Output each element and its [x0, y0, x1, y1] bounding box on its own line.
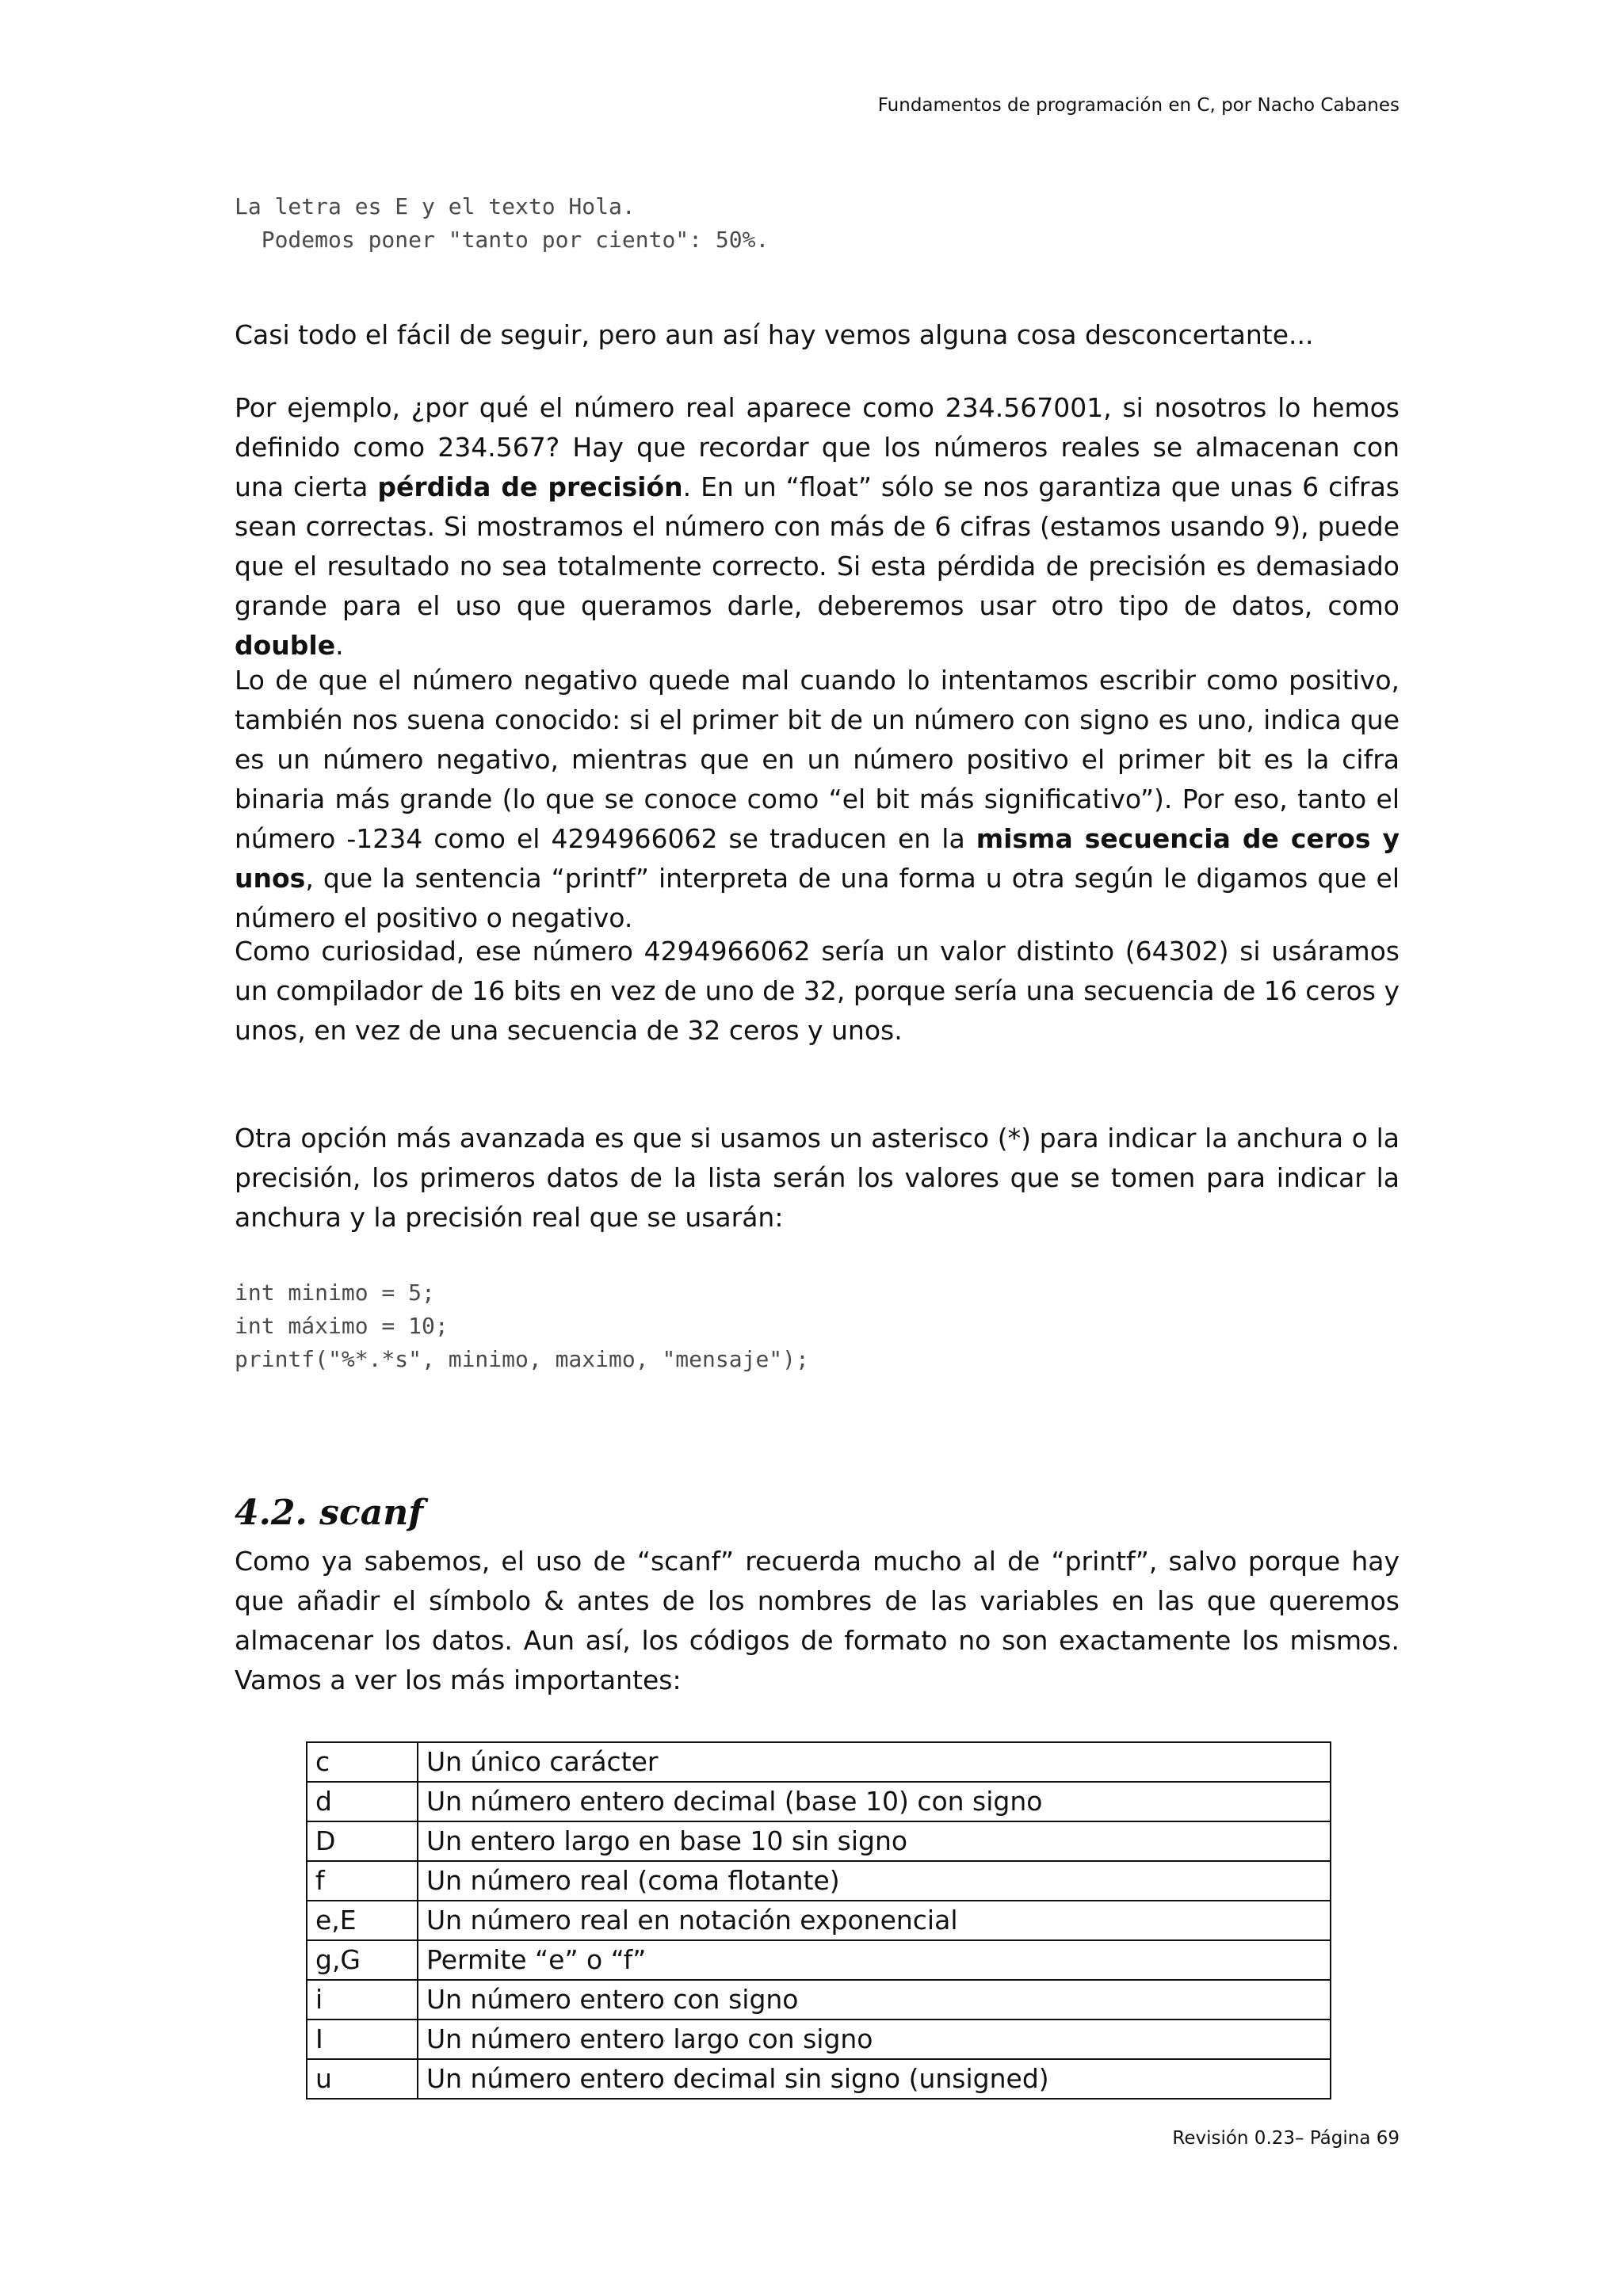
page-footer: Revisión 0.23– Página 69: [1172, 2128, 1400, 2149]
table-row: [307, 1742, 1331, 1782]
text-run: .: [335, 630, 344, 661]
format-code: i: [307, 1980, 418, 2019]
bold-term: misma secuencia de ceros y unos: [235, 823, 1400, 894]
format-description: Un número entero largo con signo: [418, 2019, 1331, 2059]
text-run: . En un “float” sólo se nos garantiza que unas 6 cifras sean correctas. Si mostramos el número con más de 6 cifras (estamos usando 9), puede que el resultado no sea totalmente correcto. Si esta pérdida de precisión es demasiado grande para el uso que queramos darle, deberemos usar otro tipo de datos, como: [235, 471, 1400, 621]
table-row: [307, 1821, 1331, 1861]
paragraph-scanf-intro: Como ya sabemos, el uso de “scanf” recuerda mucho al de “printf”, salvo porque hay que añadir el símbolo & antes de los nombres de las variables en las que queremos almacenar los datos. Aun así, los códigos de formato no son exactamente los mismos. Vamos a ver los más importantes:: [235, 1546, 1400, 1695]
table-row: [307, 1901, 1331, 1940]
text-run: Lo de que el número negativo quede mal cuando lo intentamos escribir como positivo, también nos suena conocido: si el primer bit de un número con signo es uno, indica que es un número negativo, mientras que en un número positivo el primer bit es la cifra binaria más grande (lo que se conoce como “el bit más significativo”). Por eso, tanto el número -1234 como el 4294966062 se traducen en la: [235, 665, 1400, 854]
table-row: [307, 2019, 1331, 2059]
bold-term: pérdida de precisión: [377, 471, 683, 502]
code-line: int máximo = 10;: [235, 1313, 449, 1339]
format-code: c: [307, 1742, 418, 1782]
program-output-block: [235, 190, 769, 257]
table-row: [307, 1861, 1331, 1901]
format-description: Permite “e” o “f”: [418, 1940, 1331, 1980]
paragraph-curiosity: Como curiosidad, ese número 4294966062 sería un valor distinto (64302) si usáramos un compilador de 16 bits en vez de uno de 32, porque sería una secuencia de 16 ceros y unos, en vez de una secuencia de 32 ceros y unos.: [235, 936, 1400, 1046]
paragraph-intro: Casi todo el fácil de seguir, pero aun así hay vemos alguna cosa desconcertante...: [235, 319, 1314, 350]
format-description: Un único carácter: [418, 1742, 1331, 1782]
format-code: f: [307, 1861, 418, 1901]
format-description: Un entero largo en base 10 sin signo: [418, 1821, 1331, 1861]
format-description: Un número real en notación exponencial: [418, 1901, 1331, 1940]
output-line: La letra es E y el texto Hola.: [235, 193, 636, 219]
section-heading: 4.2. scanf: [235, 1493, 424, 1533]
paragraph-precision: [235, 388, 1400, 666]
format-description: Un número entero con signo: [418, 1980, 1331, 2019]
code-example-block: [235, 1276, 809, 1376]
format-code: u: [307, 2059, 418, 2099]
format-code: d: [307, 1782, 418, 1821]
text-run: Por ejemplo, ¿por qué el número real aparece como 234.567001, si nosotros lo hemos definido como 234.567? Hay que recordar que los números reales se almacenan con una cierta: [235, 392, 1400, 502]
format-code: g,G: [307, 1940, 418, 1980]
paragraph-asterisk: Otra opción más avanzada es que si usamos un asterisco (*) para indicar la anchura o la precisión, los primeros datos de la lista serán los valores que se tomen para indicar la anchura y la precisión real que se usarán:: [235, 1123, 1400, 1233]
text-run: , que la sentencia “printf” interpreta de una forma u otra según le digamos que el número el positivo o negativo.: [235, 863, 1400, 933]
format-code: D: [307, 1821, 418, 1861]
format-description: Un número entero decimal sin signo (unsigned): [418, 2059, 1331, 2099]
paragraph-negative-number: [235, 661, 1400, 938]
format-description: Un número real (coma flotante): [418, 1861, 1331, 1901]
table-row: [307, 1980, 1331, 2019]
code-line: int minimo = 5;: [235, 1280, 435, 1306]
table-row: [307, 1940, 1331, 1980]
table-row: [307, 1782, 1331, 1821]
running-header: Fundamentos de programación en C, por Nacho Cabanes: [877, 95, 1400, 116]
table-row: [307, 2059, 1331, 2099]
format-code: e,E: [307, 1901, 418, 1940]
code-line: printf("%*.*s", minimo, maximo, "mensaje");: [235, 1346, 809, 1372]
format-codes-table: [306, 1741, 1331, 2100]
output-line: Podemos poner "tanto por ciento": 50%.: [235, 227, 769, 253]
format-description: Un número entero decimal (base 10) con signo: [418, 1782, 1331, 1821]
bold-term: double: [235, 630, 336, 661]
format-code: I: [307, 2019, 418, 2059]
